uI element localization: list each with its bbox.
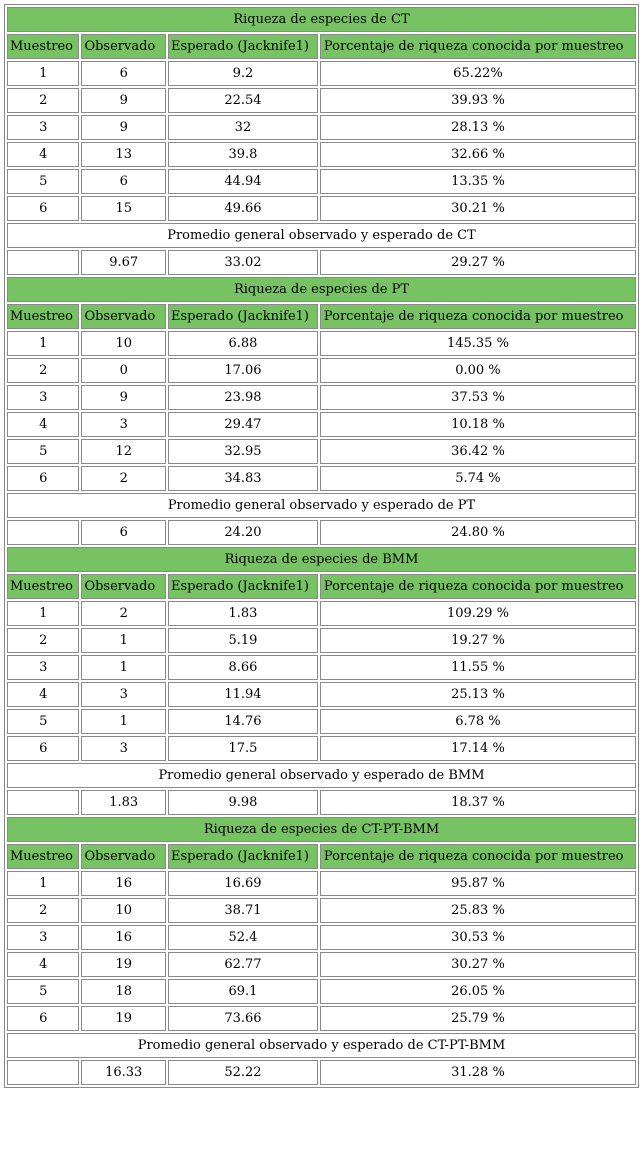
species-richness-table (4, 4, 639, 1088)
column-header-esperado: Esperado (Jacknife1) (168, 844, 318, 869)
cell-observado: 6 (81, 61, 166, 86)
cell-muestreo: 1 (7, 61, 79, 86)
cell-porcentaje: 25.79 % (320, 1006, 636, 1031)
summary-label: Promedio general observado y esperado de PT (7, 493, 636, 518)
cell-esperado: 22.54 (168, 88, 318, 113)
table-row (7, 142, 636, 167)
cell-muestreo: 1 (7, 601, 79, 626)
cell-esperado: 17.06 (168, 358, 318, 383)
table-row (7, 88, 636, 113)
cell-porcentaje: 39.93 % (320, 88, 636, 113)
cell-observado: 3 (81, 412, 166, 437)
cell-muestreo: 3 (7, 115, 79, 140)
table-row (7, 466, 636, 491)
section-title: Riqueza de especies de CT (7, 7, 636, 32)
column-header-row (7, 304, 636, 329)
cell-muestreo: 3 (7, 385, 79, 410)
summary-label: Promedio general observado y esperado de BMM (7, 763, 636, 788)
section-title-row (7, 817, 636, 842)
column-header-row (7, 844, 636, 869)
cell-muestreo: 5 (7, 169, 79, 194)
summary-muestreo (7, 250, 79, 275)
table-row (7, 601, 636, 626)
column-header-row (7, 574, 636, 599)
cell-esperado: 5.19 (168, 628, 318, 653)
column-header-observado: Observado (81, 574, 166, 599)
cell-esperado: 11.94 (168, 682, 318, 707)
cell-observado: 12 (81, 439, 166, 464)
cell-esperado: 1.83 (168, 601, 318, 626)
summary-esperado: 24.20 (168, 520, 318, 545)
cell-muestreo: 5 (7, 439, 79, 464)
cell-porcentaje: 30.27 % (320, 952, 636, 977)
summary-muestreo (7, 790, 79, 815)
cell-porcentaje: 95.87 % (320, 871, 636, 896)
cell-porcentaje: 17.14 % (320, 736, 636, 761)
cell-esperado: 44.94 (168, 169, 318, 194)
cell-muestreo: 6 (7, 1006, 79, 1031)
cell-porcentaje: 5.74 % (320, 466, 636, 491)
summary-row (7, 790, 636, 815)
column-header-porcentaje: Porcentaje de riqueza conocida por muestreo (320, 844, 636, 869)
summary-esperado: 33.02 (168, 250, 318, 275)
cell-observado: 1 (81, 628, 166, 653)
summary-label-row (7, 1033, 636, 1058)
summary-observado: 1.83 (81, 790, 166, 815)
column-header-esperado: Esperado (Jacknife1) (168, 34, 318, 59)
cell-esperado: 39.8 (168, 142, 318, 167)
cell-muestreo: 4 (7, 952, 79, 977)
cell-observado: 10 (81, 331, 166, 356)
cell-muestreo: 2 (7, 88, 79, 113)
cell-porcentaje: 10.18 % (320, 412, 636, 437)
section-title-row (7, 277, 636, 302)
table-row (7, 196, 636, 221)
cell-esperado: 14.76 (168, 709, 318, 734)
column-header-row (7, 34, 636, 59)
summary-row (7, 1060, 636, 1085)
section-title: Riqueza de especies de CT-PT-BMM (7, 817, 636, 842)
summary-row (7, 520, 636, 545)
cell-esperado: 29.47 (168, 412, 318, 437)
cell-esperado: 32 (168, 115, 318, 140)
table-row (7, 1006, 636, 1031)
summary-esperado: 9.98 (168, 790, 318, 815)
summary-esperado: 52.22 (168, 1060, 318, 1085)
section-title-row (7, 7, 636, 32)
cell-porcentaje: 13.35 % (320, 169, 636, 194)
cell-observado: 0 (81, 358, 166, 383)
cell-esperado: 9.2 (168, 61, 318, 86)
cell-observado: 2 (81, 601, 166, 626)
table-row (7, 898, 636, 923)
cell-muestreo: 4 (7, 142, 79, 167)
cell-muestreo: 2 (7, 898, 79, 923)
table-row (7, 979, 636, 1004)
summary-row (7, 250, 636, 275)
table-row (7, 709, 636, 734)
cell-porcentaje: 145.35 % (320, 331, 636, 356)
cell-observado: 3 (81, 736, 166, 761)
cell-porcentaje: 37.53 % (320, 385, 636, 410)
table-row (7, 358, 636, 383)
table-row (7, 952, 636, 977)
cell-esperado: 16.69 (168, 871, 318, 896)
cell-observado: 10 (81, 898, 166, 923)
summary-observado: 16.33 (81, 1060, 166, 1085)
cell-esperado: 69.1 (168, 979, 318, 1004)
cell-porcentaje: 30.21 % (320, 196, 636, 221)
cell-porcentaje: 19.27 % (320, 628, 636, 653)
table-row (7, 925, 636, 950)
cell-porcentaje: 36.42 % (320, 439, 636, 464)
cell-observado: 16 (81, 925, 166, 950)
cell-muestreo: 2 (7, 628, 79, 653)
table-row (7, 115, 636, 140)
summary-muestreo (7, 520, 79, 545)
cell-observado: 15 (81, 196, 166, 221)
section-title: Riqueza de especies de BMM (7, 547, 636, 572)
column-header-esperado: Esperado (Jacknife1) (168, 304, 318, 329)
summary-porcentaje: 18.37 % (320, 790, 636, 815)
table-row (7, 736, 636, 761)
column-header-muestreo: Muestreo (7, 304, 79, 329)
cell-muestreo: 4 (7, 412, 79, 437)
cell-observado: 1 (81, 655, 166, 680)
table-row (7, 439, 636, 464)
cell-observado: 13 (81, 142, 166, 167)
cell-muestreo: 3 (7, 925, 79, 950)
cell-observado: 16 (81, 871, 166, 896)
cell-esperado: 6.88 (168, 331, 318, 356)
summary-observado: 9.67 (81, 250, 166, 275)
section-title: Riqueza de especies de PT (7, 277, 636, 302)
cell-esperado: 49.66 (168, 196, 318, 221)
cell-observado: 9 (81, 385, 166, 410)
summary-muestreo (7, 1060, 79, 1085)
column-header-muestreo: Muestreo (7, 844, 79, 869)
column-header-esperado: Esperado (Jacknife1) (168, 574, 318, 599)
column-header-observado: Observado (81, 304, 166, 329)
table-row (7, 61, 636, 86)
cell-muestreo: 5 (7, 709, 79, 734)
cell-observado: 1 (81, 709, 166, 734)
cell-muestreo: 5 (7, 979, 79, 1004)
cell-porcentaje: 30.53 % (320, 925, 636, 950)
summary-observado: 6 (81, 520, 166, 545)
cell-observado: 6 (81, 169, 166, 194)
cell-muestreo: 6 (7, 196, 79, 221)
table-row (7, 682, 636, 707)
cell-observado: 19 (81, 1006, 166, 1031)
cell-esperado: 34.83 (168, 466, 318, 491)
cell-porcentaje: 6.78 % (320, 709, 636, 734)
cell-observado: 9 (81, 115, 166, 140)
cell-observado: 9 (81, 88, 166, 113)
cell-muestreo: 6 (7, 736, 79, 761)
cell-esperado: 38.71 (168, 898, 318, 923)
cell-porcentaje: 25.13 % (320, 682, 636, 707)
summary-label-row (7, 223, 636, 248)
cell-observado: 18 (81, 979, 166, 1004)
cell-porcentaje: 28.13 % (320, 115, 636, 140)
section-title-row (7, 547, 636, 572)
table-row (7, 628, 636, 653)
cell-esperado: 52.4 (168, 925, 318, 950)
cell-muestreo: 4 (7, 682, 79, 707)
cell-esperado: 32.95 (168, 439, 318, 464)
column-header-observado: Observado (81, 844, 166, 869)
column-header-porcentaje: Porcentaje de riqueza conocida por muestreo (320, 574, 636, 599)
cell-muestreo: 3 (7, 655, 79, 680)
column-header-observado: Observado (81, 34, 166, 59)
cell-observado: 2 (81, 466, 166, 491)
cell-porcentaje: 65.22% (320, 61, 636, 86)
column-header-porcentaje: Porcentaje de riqueza conocida por muestreo (320, 304, 636, 329)
column-header-muestreo: Muestreo (7, 34, 79, 59)
summary-porcentaje: 24.80 % (320, 520, 636, 545)
table-row (7, 331, 636, 356)
cell-muestreo: 1 (7, 331, 79, 356)
summary-porcentaje: 29.27 % (320, 250, 636, 275)
cell-esperado: 8.66 (168, 655, 318, 680)
summary-label: Promedio general observado y esperado de CT (7, 223, 636, 248)
table-row (7, 412, 636, 437)
cell-observado: 3 (81, 682, 166, 707)
cell-porcentaje: 26.05 % (320, 979, 636, 1004)
cell-porcentaje: 0.00 % (320, 358, 636, 383)
cell-muestreo: 6 (7, 466, 79, 491)
cell-porcentaje: 25.83 % (320, 898, 636, 923)
cell-muestreo: 1 (7, 871, 79, 896)
cell-esperado: 62.77 (168, 952, 318, 977)
column-header-muestreo: Muestreo (7, 574, 79, 599)
summary-label: Promedio general observado y esperado de CT-PT-BMM (7, 1033, 636, 1058)
cell-muestreo: 2 (7, 358, 79, 383)
table-row (7, 655, 636, 680)
cell-observado: 19 (81, 952, 166, 977)
summary-porcentaje: 31.28 % (320, 1060, 636, 1085)
summary-label-row (7, 763, 636, 788)
summary-label-row (7, 493, 636, 518)
table-row (7, 385, 636, 410)
cell-esperado: 23.98 (168, 385, 318, 410)
cell-porcentaje: 11.55 % (320, 655, 636, 680)
table-row (7, 169, 636, 194)
cell-porcentaje: 32.66 % (320, 142, 636, 167)
cell-porcentaje: 109.29 % (320, 601, 636, 626)
table-row (7, 871, 636, 896)
column-header-porcentaje: Porcentaje de riqueza conocida por muestreo (320, 34, 636, 59)
cell-esperado: 73.66 (168, 1006, 318, 1031)
cell-esperado: 17.5 (168, 736, 318, 761)
